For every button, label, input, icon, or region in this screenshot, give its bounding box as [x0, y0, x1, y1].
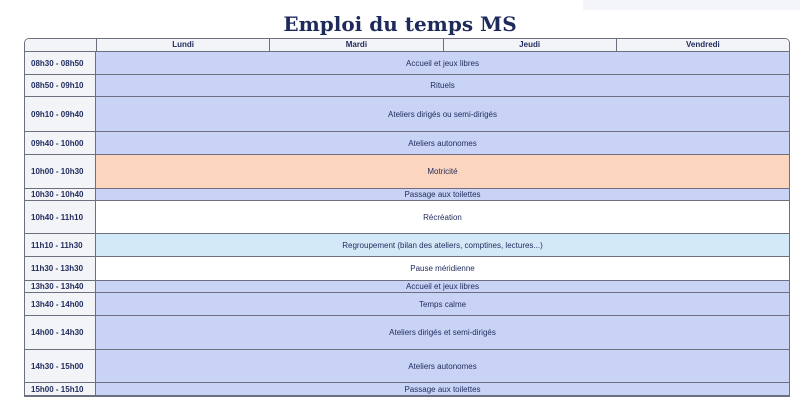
activity-cell: Rituels — [96, 75, 789, 96]
activity-cell: Ateliers dirigés et semi-dirigés — [96, 316, 789, 349]
activity-cell: Accueil et jeux libres — [96, 281, 789, 292]
table-row — [25, 201, 789, 234]
time-cell: 14h30 - 15h00 — [25, 350, 96, 382]
time-cell: 13h40 - 14h00 — [25, 293, 96, 315]
time-cell: 09h10 - 09h40 — [25, 97, 96, 131]
time-cell: 10h40 - 11h10 — [25, 201, 96, 233]
header-day-monday: Lundi — [97, 39, 270, 51]
top-bar — [583, 0, 800, 10]
activity-cell: Accueil et jeux libres — [96, 52, 789, 74]
table-row — [25, 189, 789, 201]
activity-cell: Ateliers dirigés ou semi-dirigés — [96, 97, 789, 131]
table-row — [25, 132, 789, 155]
header-row — [25, 39, 789, 52]
activity-cell: Récréation — [96, 201, 789, 233]
time-cell: 15h00 - 15h10 — [25, 383, 96, 395]
activity-cell: Ateliers autonomes — [96, 132, 789, 154]
table-row — [25, 257, 789, 281]
table-row — [25, 316, 789, 350]
time-cell: 08h50 - 09h10 — [25, 75, 96, 96]
time-cell: 09h40 - 10h00 — [25, 132, 96, 154]
table-row — [25, 75, 789, 97]
header-corner — [25, 39, 97, 51]
table-row — [25, 383, 789, 396]
activity-cell: Temps calme — [96, 293, 789, 315]
table-row — [25, 155, 789, 189]
header-day-tuesday: Mardi — [270, 39, 443, 51]
time-cell: 13h30 - 13h40 — [25, 281, 96, 292]
page-title: Emploi du temps MS — [283, 12, 517, 36]
table-row — [25, 52, 789, 75]
time-cell: 11h30 - 13h30 — [25, 257, 96, 280]
table-row — [25, 97, 789, 132]
activity-cell: Passage aux toilettes — [96, 189, 789, 200]
schedule-table — [24, 38, 790, 397]
table-row — [25, 350, 789, 383]
table-row — [25, 293, 789, 316]
table-row — [25, 234, 789, 257]
time-cell: 11h10 - 11h30 — [25, 234, 96, 256]
activity-cell: Regroupement (bilan des ateliers, comptines, lectures...) — [96, 234, 789, 256]
header-day-friday: Vendredi — [617, 39, 789, 51]
activity-cell: Passage aux toilettes — [96, 383, 789, 395]
time-cell: 10h00 - 10h30 — [25, 155, 96, 188]
time-cell: 08h30 - 08h50 — [25, 52, 96, 74]
activity-cell: Ateliers autonomes — [96, 350, 789, 382]
time-cell: 10h30 - 10h40 — [25, 189, 96, 200]
time-cell: 14h00 - 14h30 — [25, 316, 96, 349]
header-day-thursday: Jeudi — [444, 39, 617, 51]
activity-cell: Pause méridienne — [96, 257, 789, 280]
activity-cell: Motricité — [96, 155, 789, 188]
table-row — [25, 281, 789, 293]
